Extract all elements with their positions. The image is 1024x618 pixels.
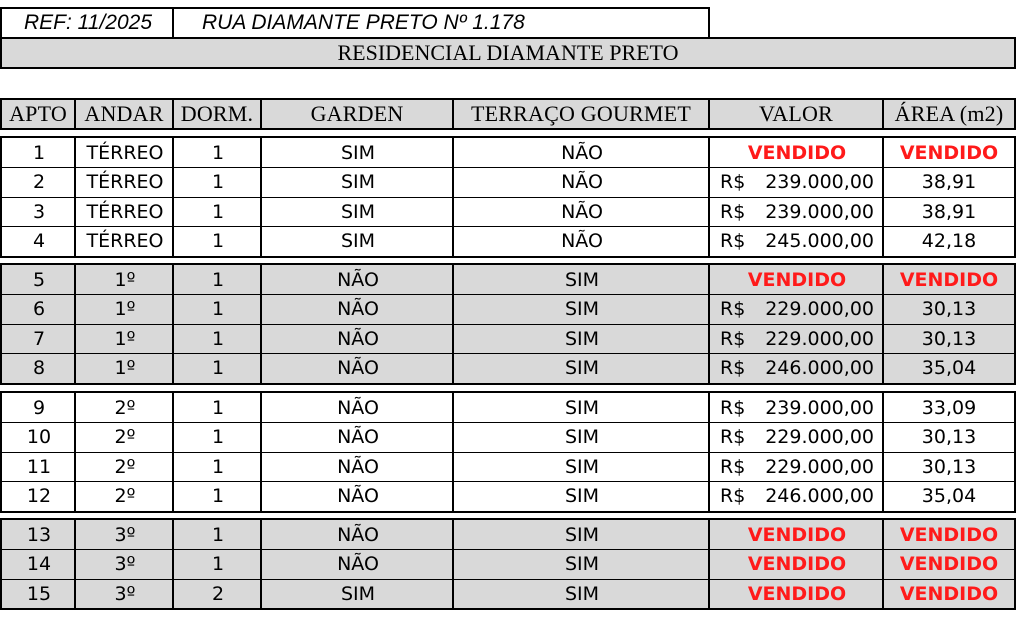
table-row — [2, 393, 1014, 422]
cell-area — [884, 294, 1014, 323]
cell-valor — [710, 520, 884, 549]
floor-group — [0, 518, 1016, 610]
cell-value: NÃO — [337, 523, 379, 546]
cell-valor — [710, 197, 884, 226]
cell-garden — [262, 226, 454, 255]
cell-value: NÃO — [561, 200, 603, 223]
currency-symbol: R$ — [720, 327, 746, 350]
cell-valor — [710, 265, 884, 294]
cell-terraco — [454, 138, 710, 167]
cell-area — [884, 265, 1014, 294]
currency-symbol: R$ — [720, 170, 746, 193]
sold-label: VENDIDO — [747, 523, 847, 546]
cell-value: 30,13 — [921, 425, 977, 448]
cell-area — [884, 138, 1014, 167]
cell-apto — [2, 265, 76, 294]
cell-value: 30,13 — [921, 297, 977, 320]
building-title-cell — [0, 37, 1016, 69]
currency-symbol: R$ — [720, 396, 746, 419]
cell-area — [884, 226, 1014, 255]
cell-value: SIM — [564, 455, 600, 478]
price-value: 239.000,00 — [765, 170, 874, 193]
cell-value: 1 — [211, 425, 225, 448]
cell-valor — [710, 452, 884, 481]
cell-andar — [76, 393, 174, 422]
cell-dorm — [174, 579, 262, 608]
cell-area — [884, 549, 1014, 578]
cell-dorm — [174, 481, 262, 510]
price-value: 239.000,00 — [765, 200, 874, 223]
cell-value: 4 — [32, 229, 46, 252]
col-header-andar: ANDAR — [74, 98, 174, 130]
cell-terraco — [454, 226, 710, 255]
cell-garden — [262, 520, 454, 549]
cell-value: 1 — [211, 170, 225, 193]
cell-area — [884, 353, 1014, 382]
sold-label: VENDIDO — [747, 582, 847, 605]
cell-dorm — [174, 167, 262, 196]
cell-andar — [76, 422, 174, 451]
cell-value: 33,09 — [921, 396, 977, 419]
price-value: 229.000,00 — [765, 425, 874, 448]
table-row — [2, 294, 1014, 323]
table-row — [2, 422, 1014, 451]
cell-value: 3º — [114, 582, 136, 605]
cell-value: 3º — [114, 523, 136, 546]
cell-terraco — [454, 549, 710, 578]
cell-terraco — [454, 353, 710, 382]
cell-terraco — [454, 520, 710, 549]
cell-value: SIM — [564, 396, 600, 419]
cell-value: SIM — [564, 356, 600, 379]
floor-group — [0, 263, 1016, 385]
cell-area — [884, 197, 1014, 226]
cell-value: SIM — [340, 582, 376, 605]
table-row — [2, 353, 1014, 382]
price-value: 229.000,00 — [765, 455, 874, 478]
sold-label: VENDIDO — [899, 141, 999, 164]
cell-andar — [76, 197, 174, 226]
table-row — [2, 138, 1014, 167]
cell-garden — [262, 324, 454, 353]
cell-value: NÃO — [561, 170, 603, 193]
cell-value: 1 — [211, 552, 225, 575]
cell-dorm — [174, 294, 262, 323]
cell-value: NÃO — [337, 297, 379, 320]
cell-area — [884, 520, 1014, 549]
price-value: 239.000,00 — [765, 396, 874, 419]
cell-garden — [262, 452, 454, 481]
sold-label: VENDIDO — [747, 141, 847, 164]
table-row — [2, 452, 1014, 481]
cell-area — [884, 324, 1014, 353]
cell-andar — [76, 138, 174, 167]
cell-value: 8 — [32, 356, 46, 379]
cell-andar — [76, 481, 174, 510]
cell-value: 38,91 — [921, 170, 977, 193]
cell-garden — [262, 197, 454, 226]
cell-value: 35,04 — [921, 484, 977, 507]
cell-value: 3º — [114, 552, 136, 575]
cell-valor — [710, 393, 884, 422]
cell-value: SIM — [340, 200, 376, 223]
cell-value: NÃO — [337, 396, 379, 419]
cell-terraco — [454, 167, 710, 196]
cell-apto — [2, 294, 76, 323]
cell-value: 5 — [32, 268, 46, 291]
col-header-area: ÁREA (m2) — [882, 98, 1016, 130]
cell-value: 1 — [211, 327, 225, 350]
cell-value: 1 — [211, 200, 225, 223]
cell-dorm — [174, 265, 262, 294]
cell-value: NÃO — [337, 356, 379, 379]
address-cell — [172, 7, 710, 39]
cell-dorm — [174, 138, 262, 167]
cell-terraco — [454, 197, 710, 226]
cell-value: 2 — [32, 170, 46, 193]
currency-symbol: R$ — [720, 297, 746, 320]
cell-value: SIM — [564, 523, 600, 546]
cell-value: 1 — [32, 141, 46, 164]
cell-terraco — [454, 393, 710, 422]
cell-apto — [2, 422, 76, 451]
cell-value: NÃO — [337, 552, 379, 575]
cell-value: 2 — [211, 582, 225, 605]
cell-valor — [710, 481, 884, 510]
cell-value: 1 — [211, 455, 225, 478]
cell-value: 3 — [32, 200, 46, 223]
price-value: 229.000,00 — [765, 327, 874, 350]
cell-andar — [76, 226, 174, 255]
cell-valor — [710, 324, 884, 353]
cell-terraco — [454, 579, 710, 608]
cell-value: 9 — [32, 396, 46, 419]
price-value: 246.000,00 — [765, 356, 874, 379]
cell-andar — [76, 520, 174, 549]
currency-symbol: R$ — [720, 229, 746, 252]
cell-value: NÃO — [337, 455, 379, 478]
cell-value: 1 — [211, 356, 225, 379]
cell-andar — [76, 549, 174, 578]
cell-andar — [76, 324, 174, 353]
cell-garden — [262, 549, 454, 578]
cell-value: NÃO — [337, 484, 379, 507]
cell-value: NÃO — [337, 425, 379, 448]
cell-apto — [2, 549, 76, 578]
cell-value: SIM — [564, 582, 600, 605]
cell-dorm — [174, 353, 262, 382]
price-value: 246.000,00 — [765, 484, 874, 507]
cell-apto — [2, 324, 76, 353]
col-header-dorm: DORM. — [172, 98, 262, 130]
cell-apto — [2, 226, 76, 255]
cell-area — [884, 452, 1014, 481]
cell-value: 1º — [114, 268, 136, 291]
cell-terraco — [454, 452, 710, 481]
reference-label: REF: 11/2025 — [24, 11, 153, 34]
cell-value: SIM — [564, 484, 600, 507]
cell-value: SIM — [340, 141, 376, 164]
cell-apto — [2, 393, 76, 422]
table-row — [2, 167, 1014, 196]
table-row — [2, 549, 1014, 578]
cell-andar — [76, 265, 174, 294]
building-title: RESIDENCIAL DIAMANTE PRETO — [337, 40, 679, 65]
cell-value: 1 — [211, 484, 225, 507]
cell-dorm — [174, 197, 262, 226]
table-row — [2, 226, 1014, 255]
cell-garden — [262, 138, 454, 167]
cell-apto — [2, 353, 76, 382]
reference-cell — [0, 7, 174, 39]
price-value: 229.000,00 — [765, 297, 874, 320]
currency-symbol: R$ — [720, 425, 746, 448]
cell-value: TÉRREO — [86, 170, 164, 193]
cell-value: NÃO — [337, 327, 379, 350]
sold-label: VENDIDO — [747, 552, 847, 575]
cell-apto — [2, 579, 76, 608]
cell-area — [884, 422, 1014, 451]
cell-valor — [710, 422, 884, 451]
cell-dorm — [174, 393, 262, 422]
cell-value: 1 — [211, 229, 225, 252]
table-row — [2, 579, 1014, 608]
cell-garden — [262, 393, 454, 422]
cell-area — [884, 393, 1014, 422]
currency-symbol: R$ — [720, 484, 746, 507]
cell-value: 2º — [114, 425, 136, 448]
cell-andar — [76, 579, 174, 608]
cell-value: TÉRREO — [86, 229, 164, 252]
cell-value: 1 — [211, 268, 225, 291]
cell-value: 11 — [26, 455, 52, 478]
cell-garden — [262, 481, 454, 510]
cell-value: SIM — [340, 229, 376, 252]
cell-value: 1 — [211, 396, 225, 419]
sold-label: VENDIDO — [747, 268, 847, 291]
cell-apto — [2, 481, 76, 510]
cell-andar — [76, 353, 174, 382]
cell-apto — [2, 452, 76, 481]
cell-value: 35,04 — [921, 356, 977, 379]
cell-valor — [710, 353, 884, 382]
cell-value: 1º — [114, 297, 136, 320]
table-row — [2, 197, 1014, 226]
cell-terraco — [454, 294, 710, 323]
cell-valor — [710, 138, 884, 167]
cell-value: 2º — [114, 455, 136, 478]
cell-area — [884, 167, 1014, 196]
cell-value: 30,13 — [921, 455, 977, 478]
cell-value: 2º — [114, 396, 136, 419]
cell-garden — [262, 422, 454, 451]
cell-value: SIM — [564, 552, 600, 575]
currency-symbol: R$ — [720, 200, 746, 223]
address-label: RUA DIAMANTE PRETO Nº 1.178 — [202, 11, 525, 34]
cell-value: 10 — [26, 425, 52, 448]
cell-dorm — [174, 520, 262, 549]
cell-value: TÉRREO — [86, 200, 164, 223]
cell-terraco — [454, 265, 710, 294]
cell-value: TÉRREO — [86, 141, 164, 164]
currency-symbol: R$ — [720, 455, 746, 478]
table-row — [2, 520, 1014, 549]
currency-symbol: R$ — [720, 356, 746, 379]
cell-value: 15 — [26, 582, 52, 605]
sold-label: VENDIDO — [899, 552, 999, 575]
cell-area — [884, 481, 1014, 510]
price-value: 245.000,00 — [765, 229, 874, 252]
table-row — [2, 481, 1014, 510]
cell-andar — [76, 294, 174, 323]
cell-garden — [262, 579, 454, 608]
cell-value: 1 — [211, 141, 225, 164]
cell-value: NÃO — [561, 141, 603, 164]
col-header-valor: VALOR — [708, 98, 884, 130]
col-header-apto: APTO — [0, 98, 76, 130]
cell-area — [884, 579, 1014, 608]
cell-valor — [710, 226, 884, 255]
cell-andar — [76, 452, 174, 481]
cell-value: NÃO — [337, 268, 379, 291]
col-header-garden: GARDEN — [260, 98, 454, 130]
cell-garden — [262, 353, 454, 382]
cell-terraco — [454, 324, 710, 353]
cell-garden — [262, 167, 454, 196]
table-row — [2, 324, 1014, 353]
cell-value: SIM — [564, 268, 600, 291]
cell-value: SIM — [564, 425, 600, 448]
table-row — [2, 265, 1014, 294]
cell-valor — [710, 167, 884, 196]
cell-garden — [262, 294, 454, 323]
cell-apto — [2, 197, 76, 226]
cell-garden — [262, 265, 454, 294]
cell-valor — [710, 579, 884, 608]
cell-value: SIM — [340, 170, 376, 193]
cell-value: 1 — [211, 297, 225, 320]
cell-value: 1 — [211, 523, 225, 546]
cell-value: 2º — [114, 484, 136, 507]
cell-value: 42,18 — [921, 229, 977, 252]
cell-value: 12 — [26, 484, 52, 507]
cell-dorm — [174, 549, 262, 578]
cell-value: 38,91 — [921, 200, 977, 223]
col-header-terraco: TERRAÇO GOURMET — [452, 98, 710, 130]
cell-valor — [710, 549, 884, 578]
cell-value: 6 — [32, 297, 46, 320]
cell-terraco — [454, 422, 710, 451]
cell-apto — [2, 520, 76, 549]
sold-label: VENDIDO — [899, 268, 999, 291]
floor-group — [0, 391, 1016, 513]
cell-valor — [710, 294, 884, 323]
floor-group — [0, 136, 1016, 258]
cell-apto — [2, 138, 76, 167]
cell-value: 1º — [114, 327, 136, 350]
cell-terraco — [454, 481, 710, 510]
cell-value: SIM — [564, 297, 600, 320]
cell-value: NÃO — [561, 229, 603, 252]
sold-label: VENDIDO — [899, 523, 999, 546]
sold-label: VENDIDO — [899, 582, 999, 605]
cell-dorm — [174, 324, 262, 353]
cell-dorm — [174, 226, 262, 255]
cell-value: 13 — [26, 523, 52, 546]
cell-value: 14 — [26, 552, 52, 575]
cell-value: 7 — [32, 327, 46, 350]
cell-value: 30,13 — [921, 327, 977, 350]
cell-andar — [76, 167, 174, 196]
cell-dorm — [174, 452, 262, 481]
cell-dorm — [174, 422, 262, 451]
cell-value: SIM — [564, 327, 600, 350]
cell-value: 1º — [114, 356, 136, 379]
cell-apto — [2, 167, 76, 196]
